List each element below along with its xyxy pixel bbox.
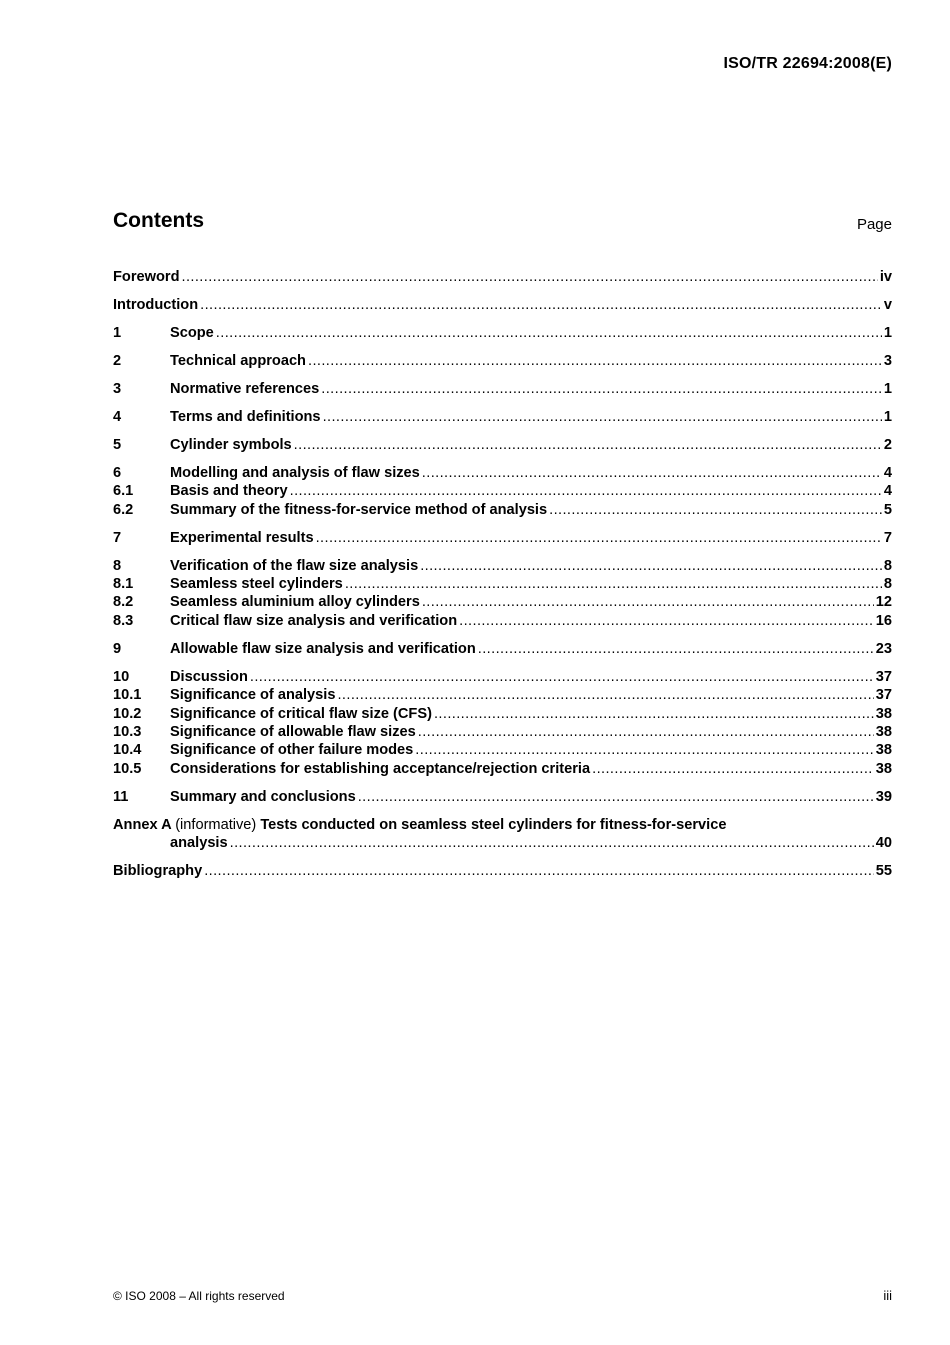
annex-title-line1: Tests conducted on seamless steel cylinders for fitness-for-service xyxy=(260,816,727,833)
toc-entry[interactable] xyxy=(113,705,892,723)
toc-entry-number: 6.1 xyxy=(113,483,134,500)
toc-group xyxy=(113,268,892,286)
toc-entry[interactable] xyxy=(113,352,892,370)
leader-dots xyxy=(418,723,874,741)
toc-group xyxy=(113,324,892,342)
leader-dots xyxy=(321,380,882,398)
leader-dots xyxy=(316,529,882,547)
toc-entry[interactable] xyxy=(113,482,892,500)
toc-group xyxy=(113,529,892,547)
toc-page-number: 40 xyxy=(875,835,892,852)
toc-entry-number: 1 xyxy=(113,324,122,341)
toc-page-number: 8 xyxy=(883,576,892,593)
toc-group xyxy=(113,352,892,370)
toc-annex-entry[interactable] xyxy=(113,816,892,853)
leader-dots xyxy=(358,788,874,806)
leader-dots xyxy=(422,464,882,482)
toc-page-number: 39 xyxy=(875,788,892,805)
leader-dots xyxy=(230,834,874,852)
toc-page-number: 38 xyxy=(875,760,892,777)
leader-dots xyxy=(181,268,877,286)
toc-entry[interactable] xyxy=(113,741,892,759)
leader-dots xyxy=(290,482,882,500)
contents-title: Contents xyxy=(113,209,204,232)
toc-entry-title: Normative references xyxy=(170,380,320,397)
toc-entry-number: 7 xyxy=(113,529,122,546)
toc-entry[interactable] xyxy=(113,529,892,547)
toc-entry-number: 3 xyxy=(113,380,122,397)
toc-entry-number: 4 xyxy=(113,408,122,425)
toc-entry-title: Cylinder symbols xyxy=(170,436,292,453)
toc-page-number: 7 xyxy=(883,529,892,546)
toc-page-number: 1 xyxy=(883,408,892,425)
toc-entry[interactable] xyxy=(113,557,892,575)
toc-entry-title: Significance of critical flaw size (CFS) xyxy=(170,705,432,722)
toc-entry-number: 11 xyxy=(113,788,129,805)
toc-entry[interactable] xyxy=(113,324,892,342)
toc-entry-number: 10.3 xyxy=(113,723,142,740)
toc-group xyxy=(113,380,892,398)
toc-entry-title: Terms and definitions xyxy=(170,408,321,425)
toc-page-number: 55 xyxy=(875,863,892,880)
toc-entry[interactable] xyxy=(113,686,892,704)
toc-page-number: 16 xyxy=(875,612,892,629)
toc-entry-title: Considerations for establishing acceptance/rejection criteria xyxy=(170,760,591,777)
toc-entry-number: 6.2 xyxy=(113,501,134,518)
toc-entry[interactable] xyxy=(113,501,892,519)
toc-entry[interactable] xyxy=(113,723,892,741)
leader-dots xyxy=(308,352,882,370)
toc-page-number: 1 xyxy=(883,324,892,341)
toc-entry-number: 10.1 xyxy=(113,687,142,704)
toc-group xyxy=(113,557,892,631)
toc-entry[interactable] xyxy=(113,408,892,426)
toc-entry-number: 10.4 xyxy=(113,742,142,759)
toc-entry-title: Summary of the fitness-for-service method of analysis xyxy=(170,501,548,518)
toc-entry-title: Basis and theory xyxy=(170,483,288,500)
leader-dots xyxy=(478,640,874,658)
toc-page-number: 37 xyxy=(875,687,892,704)
table-of-contents xyxy=(113,268,892,890)
page-column-label: Page xyxy=(856,216,892,233)
toc-entry-title: Significance of analysis xyxy=(170,687,336,704)
leader-dots xyxy=(323,408,882,426)
toc-entry-title: Scope xyxy=(170,324,214,341)
toc-page-number: 3 xyxy=(883,352,892,369)
leader-dots xyxy=(549,501,882,519)
toc-entry-title: Experimental results xyxy=(170,529,314,546)
toc-entry-title: Significance of allowable flaw sizes xyxy=(170,723,416,740)
leader-dots xyxy=(216,324,882,342)
toc-page-number: 38 xyxy=(875,742,892,759)
toc-group xyxy=(113,436,892,454)
toc-group xyxy=(113,296,892,314)
leader-dots xyxy=(422,593,874,611)
toc-page-number: 4 xyxy=(883,464,892,481)
toc-entry[interactable] xyxy=(113,760,892,778)
toc-entry-title: Technical approach xyxy=(170,352,306,369)
toc-entry-number: 6 xyxy=(113,464,122,481)
toc-entry[interactable] xyxy=(113,380,892,398)
toc-entry-number: 8 xyxy=(113,557,122,574)
toc-entry[interactable] xyxy=(113,612,892,630)
leader-dots xyxy=(250,668,874,686)
toc-entry-title: Significance of other failure modes xyxy=(170,742,414,759)
toc-entry-title: Verification of the flaw size analysis xyxy=(170,557,419,574)
toc-entry-number: 9 xyxy=(113,640,122,657)
leader-dots xyxy=(592,760,874,778)
leader-dots xyxy=(200,296,882,314)
toc-entry-title: Summary and conclusions xyxy=(170,788,356,805)
toc-group xyxy=(113,408,892,426)
toc-page-number: 23 xyxy=(875,640,892,657)
toc-entry[interactable] xyxy=(113,788,892,806)
toc-bibliography-entry[interactable] xyxy=(113,862,892,880)
leader-dots xyxy=(294,436,882,454)
leader-dots xyxy=(337,686,873,704)
toc-entry[interactable] xyxy=(113,436,892,454)
toc-group xyxy=(113,788,892,806)
toc-page-number: 38 xyxy=(875,723,892,740)
toc-page-number: 4 xyxy=(883,483,892,500)
leader-dots xyxy=(434,705,874,723)
footer-copyright: © ISO 2008 – All rights reserved xyxy=(113,1289,285,1303)
document-id: ISO/TR 22694:2008(E) xyxy=(723,55,892,72)
annex-title-line2: analysis xyxy=(170,835,228,852)
toc-group xyxy=(113,640,892,658)
toc-entry-number: 5 xyxy=(113,436,122,453)
toc-page-number: 8 xyxy=(883,557,892,574)
leader-dots xyxy=(345,575,882,593)
toc-entry[interactable] xyxy=(113,668,892,686)
toc-page-number: 38 xyxy=(875,705,892,722)
leader-dots xyxy=(415,741,873,759)
footer-page-number: iii xyxy=(883,1288,892,1303)
toc-page-number: 1 xyxy=(883,380,892,397)
toc-entry-number: 10.5 xyxy=(113,760,142,777)
toc-entry-title: Introduction xyxy=(113,296,199,313)
toc-page-number: 12 xyxy=(875,594,892,611)
annex-qualifier: (informative) xyxy=(175,816,257,833)
toc-entry-number: 8.2 xyxy=(113,594,134,611)
toc-page-number: v xyxy=(883,296,892,313)
toc-entry-number: 10.2 xyxy=(113,705,142,722)
toc-entry-title: Seamless aluminium alloy cylinders xyxy=(170,594,420,611)
toc-entry-title: Discussion xyxy=(170,668,248,685)
toc-entry-title: Bibliography xyxy=(113,863,203,880)
toc-page-number: 37 xyxy=(875,668,892,685)
toc-entry[interactable] xyxy=(113,296,892,314)
toc-entry-number: 8.3 xyxy=(113,612,134,629)
leader-dots xyxy=(420,557,882,575)
toc-entry-number: 8.1 xyxy=(113,576,134,593)
toc-entry[interactable] xyxy=(113,593,892,611)
toc-entry-title: Modelling and analysis of flaw sizes xyxy=(170,464,420,481)
toc-entry[interactable] xyxy=(113,268,892,286)
toc-entry-number: 10 xyxy=(113,668,130,685)
toc-entry-title: Critical flaw size analysis and verification xyxy=(170,612,458,629)
toc-entry[interactable] xyxy=(113,640,892,658)
toc-entry-number: 2 xyxy=(113,352,122,369)
toc-page-number: 5 xyxy=(883,501,892,518)
toc-group xyxy=(113,464,892,519)
toc-group xyxy=(113,668,892,778)
leader-dots xyxy=(459,612,874,630)
toc-entry-title: Foreword xyxy=(113,269,180,285)
toc-entry[interactable] xyxy=(113,464,892,482)
toc-entry[interactable] xyxy=(113,575,892,593)
toc-page-number: iv xyxy=(879,269,892,285)
toc-entry-title: Seamless steel cylinders xyxy=(170,576,343,593)
toc-entry-title: Allowable flaw size analysis and verification xyxy=(170,640,476,657)
annex-label: Annex A xyxy=(113,816,172,833)
leader-dots xyxy=(204,862,874,880)
toc-page-number: 2 xyxy=(883,436,892,453)
